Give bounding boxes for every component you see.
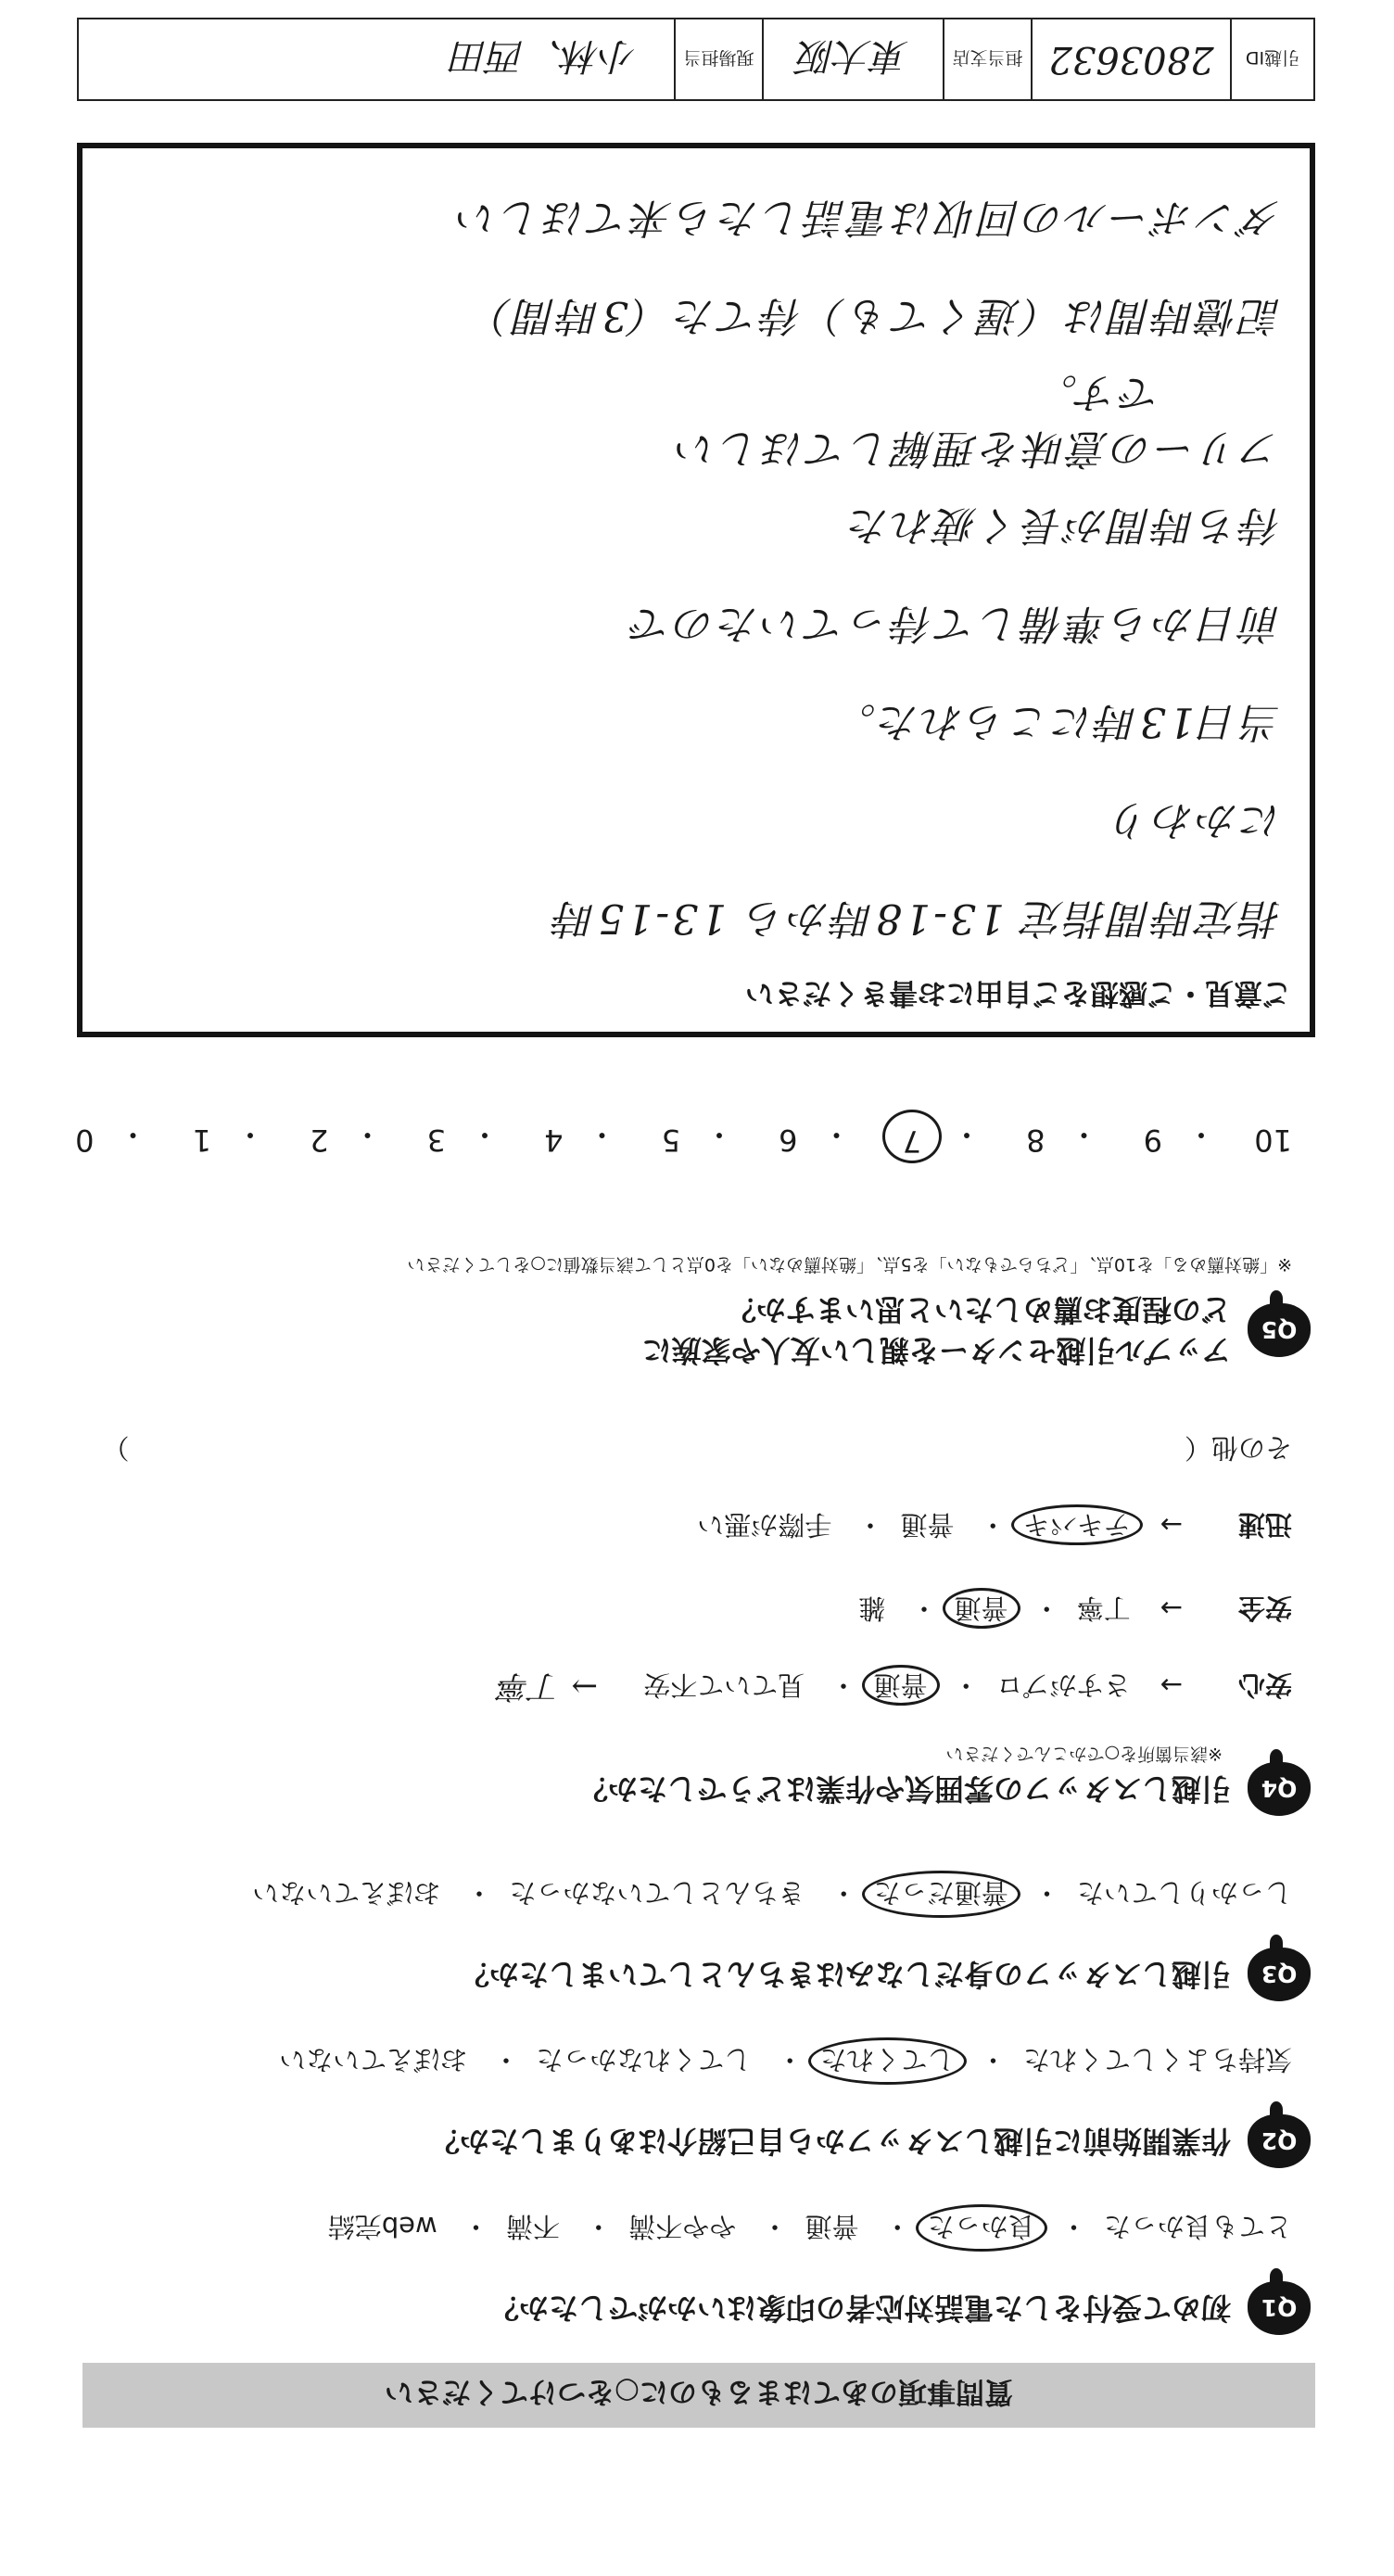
q2-row (69, 2114, 1311, 2168)
q4-category-anshin: 安心→ さすがプロ・ 普通・ 見ていて不安 → 丁寧 (499, 1667, 1292, 1712)
scale-value[interactable]: 9 (1143, 1123, 1162, 1158)
comment-line: フリーの意味を理解してほしい (673, 425, 1282, 472)
q4-other (0, 1430, 1292, 1468)
q4-question: 引越しスタッフの雰囲気や作業はどうでしたか？ (577, 1771, 1231, 1807)
q3-options: しっかりしていた・ 普通だった・ きちんとしていなかった・ おぼえていない (252, 1875, 1292, 1913)
q2-badge: Q2 (1248, 2114, 1311, 2168)
staff-label: 現場担当 (674, 19, 762, 99)
q4-option[interactable]: 見ていて不安 (643, 1669, 805, 1701)
comment-line: にかわり (1108, 796, 1282, 844)
q1-option[interactable]: やや不満 (628, 2211, 737, 2242)
scale-value[interactable]: 5 (661, 1123, 680, 1158)
q5-question-line1: アップル引越センターを親しい友人や家族に (641, 1333, 1231, 1368)
q2-options: 気持ちよくしてくれた・ してくれた・ してくれなかった・ おぼえていない (279, 2042, 1292, 2080)
q1-option[interactable]: web完結 (327, 2211, 437, 2242)
id-value: 2803632 (1031, 19, 1230, 99)
q4-option[interactable]: 丁寧 (1076, 1593, 1131, 1624)
q4-option[interactable]: さすがプロ (995, 1669, 1131, 1701)
q1-row (69, 2281, 1311, 2335)
instruction-banner: 質問事項のあてはまるものに○をつけてください (82, 2363, 1315, 2428)
arrow-icon: → (1160, 1593, 1184, 1624)
q5-note: ※「絶対薦める」を10点、「どちらでもない」を5点、「絶対薦めない」を0点として該当数値に○をしてください (407, 1254, 1292, 1275)
scale-value[interactable]: 3 (426, 1123, 446, 1158)
other-close: ） (102, 1432, 130, 1464)
q3-option[interactable]: しっかりしていた (1076, 1877, 1292, 1909)
arrow-icon: → (1160, 1669, 1184, 1701)
q5-scale: 10 ・ 9 ・ 8 ・ 7 ・ 6 ・ 5 ・ 4 ・ 3 ・ 2 ・ 1 ・ 0 (69, 1115, 1292, 1158)
q4-option-selected[interactable]: 普通 (862, 1665, 940, 1706)
category-label: 安全 (1237, 1593, 1292, 1624)
q3-question: 引越しスタッフの身だしなみはきちんとしていましたか？ (459, 1957, 1231, 1992)
q2-option[interactable]: 気持ちよくしてくれた (1022, 2044, 1292, 2075)
scale-value-selected[interactable]: 7 (882, 1110, 942, 1163)
scale-value[interactable]: 10 (1254, 1123, 1292, 1158)
q4-category-anzen: 安全→ 丁寧・ 普通・ 雑 (858, 1591, 1292, 1629)
branch-label: 担当支店 (943, 19, 1031, 99)
q3-option[interactable]: おぼえていない (252, 1877, 441, 1909)
q2-option[interactable]: してくれなかった (536, 2044, 752, 2075)
comment-handwriting (95, 168, 1282, 967)
q3-row (69, 1948, 1311, 2001)
q4-option[interactable]: 普通 (900, 1509, 955, 1541)
q4-option-selected[interactable]: テキパキ (1011, 1504, 1143, 1545)
scale-value[interactable]: 2 (310, 1123, 329, 1158)
q5-row (69, 1289, 1311, 1371)
scale-value[interactable]: 8 (1026, 1123, 1046, 1158)
q4-category-jinsoku: 迅速→ テキパキ・ 普通・ 手際が悪い (697, 1507, 1292, 1545)
q5-question-line2: どの程度お薦めしたいと思いますか？ (726, 1292, 1231, 1327)
comment-line: 前日から準備して待っていたので (628, 600, 1282, 647)
q1-badge: Q1 (1248, 2281, 1311, 2335)
staff-value: 小林、西田 (451, 34, 637, 78)
branch-value: 東大阪 (762, 19, 943, 99)
q3-option-selected[interactable]: 普通だった (862, 1871, 1020, 1918)
comment-line: 待ち時間が長く疲れた (846, 501, 1282, 549)
q1-option[interactable]: 不満 (505, 2211, 560, 2242)
q1-options: とても良かった・ 良かった・ 普通・ やや不満・ 不満・ web完結 (328, 2209, 1292, 2247)
q1-option[interactable]: 普通 (805, 2211, 859, 2242)
category-label: 迅速 (1237, 1509, 1292, 1541)
q4-option[interactable]: 雑 (858, 1593, 886, 1624)
comment-line: 記憶時間は（遅くても）待てた（3時間） (469, 292, 1282, 339)
scale-value[interactable]: 1 (192, 1123, 211, 1158)
q4-option[interactable]: 手際が悪い (697, 1509, 832, 1541)
comment-line: 当日13時にこられた。 (832, 698, 1282, 745)
other-label: その他（ (1184, 1432, 1292, 1464)
arrow-icon: → (1160, 1509, 1184, 1541)
scale-value[interactable]: 6 (779, 1123, 798, 1158)
comment-box[interactable] (77, 143, 1315, 1037)
q3-badge: Q3 (1248, 1948, 1311, 2001)
q4-badge: Q4 (1248, 1762, 1311, 1816)
id-table (77, 18, 1315, 101)
q1-question: 初めて受付をした電話対応者の印象はいかがでしたか？ (488, 2290, 1231, 2326)
q1-option[interactable]: とても良かった (1103, 2211, 1292, 2242)
comment-line: です。 (1033, 369, 1161, 416)
q5-question (642, 1289, 1231, 1371)
category-label: 安心 (1237, 1669, 1292, 1701)
scale-value[interactable]: 0 (75, 1123, 95, 1158)
comment-heading: ご意見・ご感想をご自由にお書きください (745, 976, 1291, 1009)
q4-row (69, 1762, 1311, 1816)
id-label: 引越ID (1230, 19, 1313, 99)
q2-option[interactable]: おぼえていない (279, 2044, 468, 2075)
q5-badge: Q5 (1248, 1303, 1311, 1357)
q2-question: 作業開始前に引越しスタッフから自己紹介はありましたか？ (429, 2124, 1231, 2159)
handwritten-note: → 丁寧 (498, 1668, 599, 1705)
q1-option-selected[interactable]: 良かった (916, 2204, 1047, 2252)
q3-option[interactable]: きちんとしていなかった (509, 1877, 805, 1909)
q4-note: ※該当箇所を○でかこんでください (945, 1744, 1223, 1764)
comment-line: ダンボールの回収は電話したら来てほしい (454, 194, 1282, 241)
scale-value[interactable]: 4 (544, 1123, 564, 1158)
comment-line: 指定時間指定 13-18時から 13-15時 (551, 895, 1282, 942)
q2-option-selected[interactable]: してくれた (808, 2037, 967, 2085)
q4-option-selected[interactable]: 普通 (943, 1588, 1020, 1629)
